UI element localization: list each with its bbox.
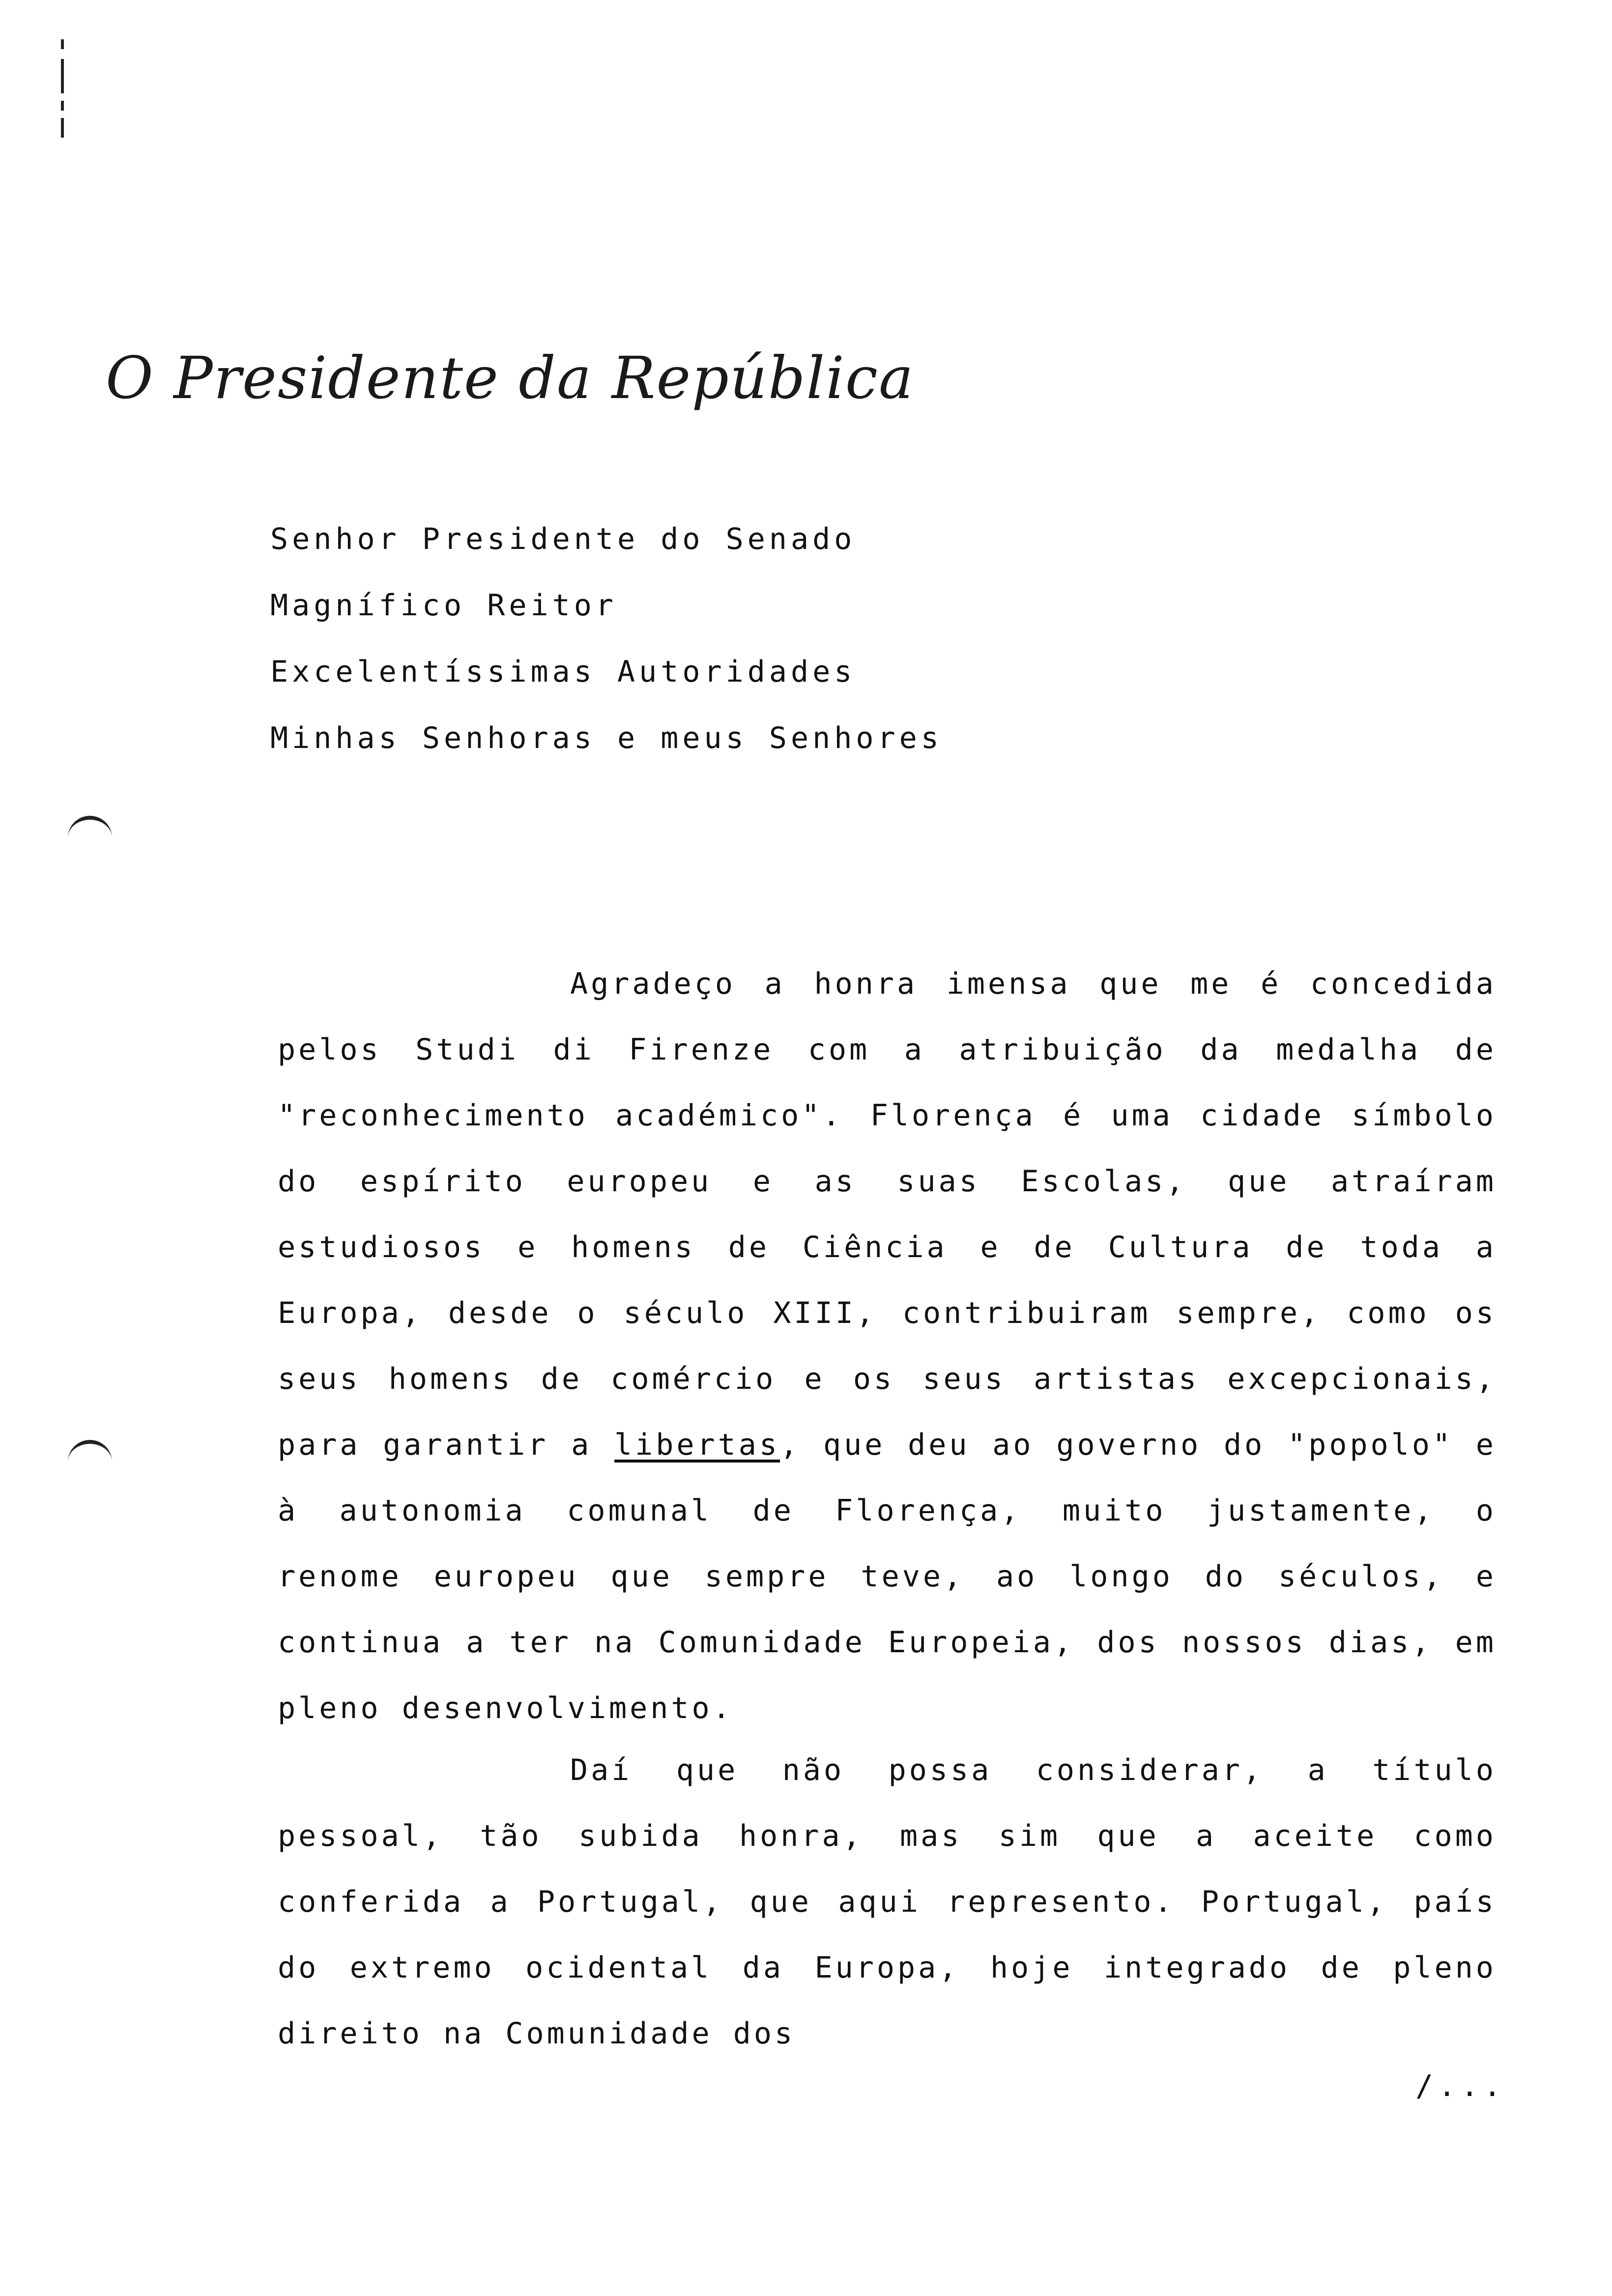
salutation-line: Magnífico Reitor [270, 588, 617, 623]
scan-mark [59, 39, 66, 138]
salutation-list [270, 506, 943, 772]
continuation-mark: /... [1415, 2069, 1506, 2103]
salutation-line: Excelentíssimas Autoridades [270, 655, 856, 689]
paragraph-1-text-a: Agradeço a honra imensa que me é concedida pelos Studi di Firenze com a atribuição da medalha de "reconhecimento académico". Florença é uma cidade símbolo do espírito europeu e as suas Escolas, que atraíram estudiosos e homens de Ciência e de Cultura de toda a Europa, desde o século XIII, contribuiram sempre, como os seus homens de comércio e os seus artistas excepcionais, para garantir a [278, 967, 1497, 1462]
underlined-term: libertas [614, 1428, 780, 1462]
salutation-line: Minhas Senhoras e meus Senhores [270, 721, 943, 755]
paragraph-1-text-b: , que deu ao governo do "popolo" e à autonomia comunal de Florença, muito justamente, o renome europeu que sempre teve, ao longo do séculos, e continua a ter na Comunidade Europeia, dos nossos dias, em pleno desenvolvimento. [278, 1428, 1497, 1725]
punch-hole-mark [68, 816, 112, 845]
paragraph-2: Daí que não possa considerar, a título pessoal, tão subida honra, mas sim que a aceite como conferida a Portugal, que aqui represento. Portugal, país do extremo ocidental da Europa, hoje integrado de pleno direito na Comunidade dos [278, 1753, 1497, 2051]
paragraph-1 [278, 951, 1497, 1741]
punch-hole-mark [68, 1440, 112, 1469]
salutation-line: Senhor Presidente do Senado [270, 522, 856, 556]
letterhead: O Presidente da República [106, 344, 915, 412]
